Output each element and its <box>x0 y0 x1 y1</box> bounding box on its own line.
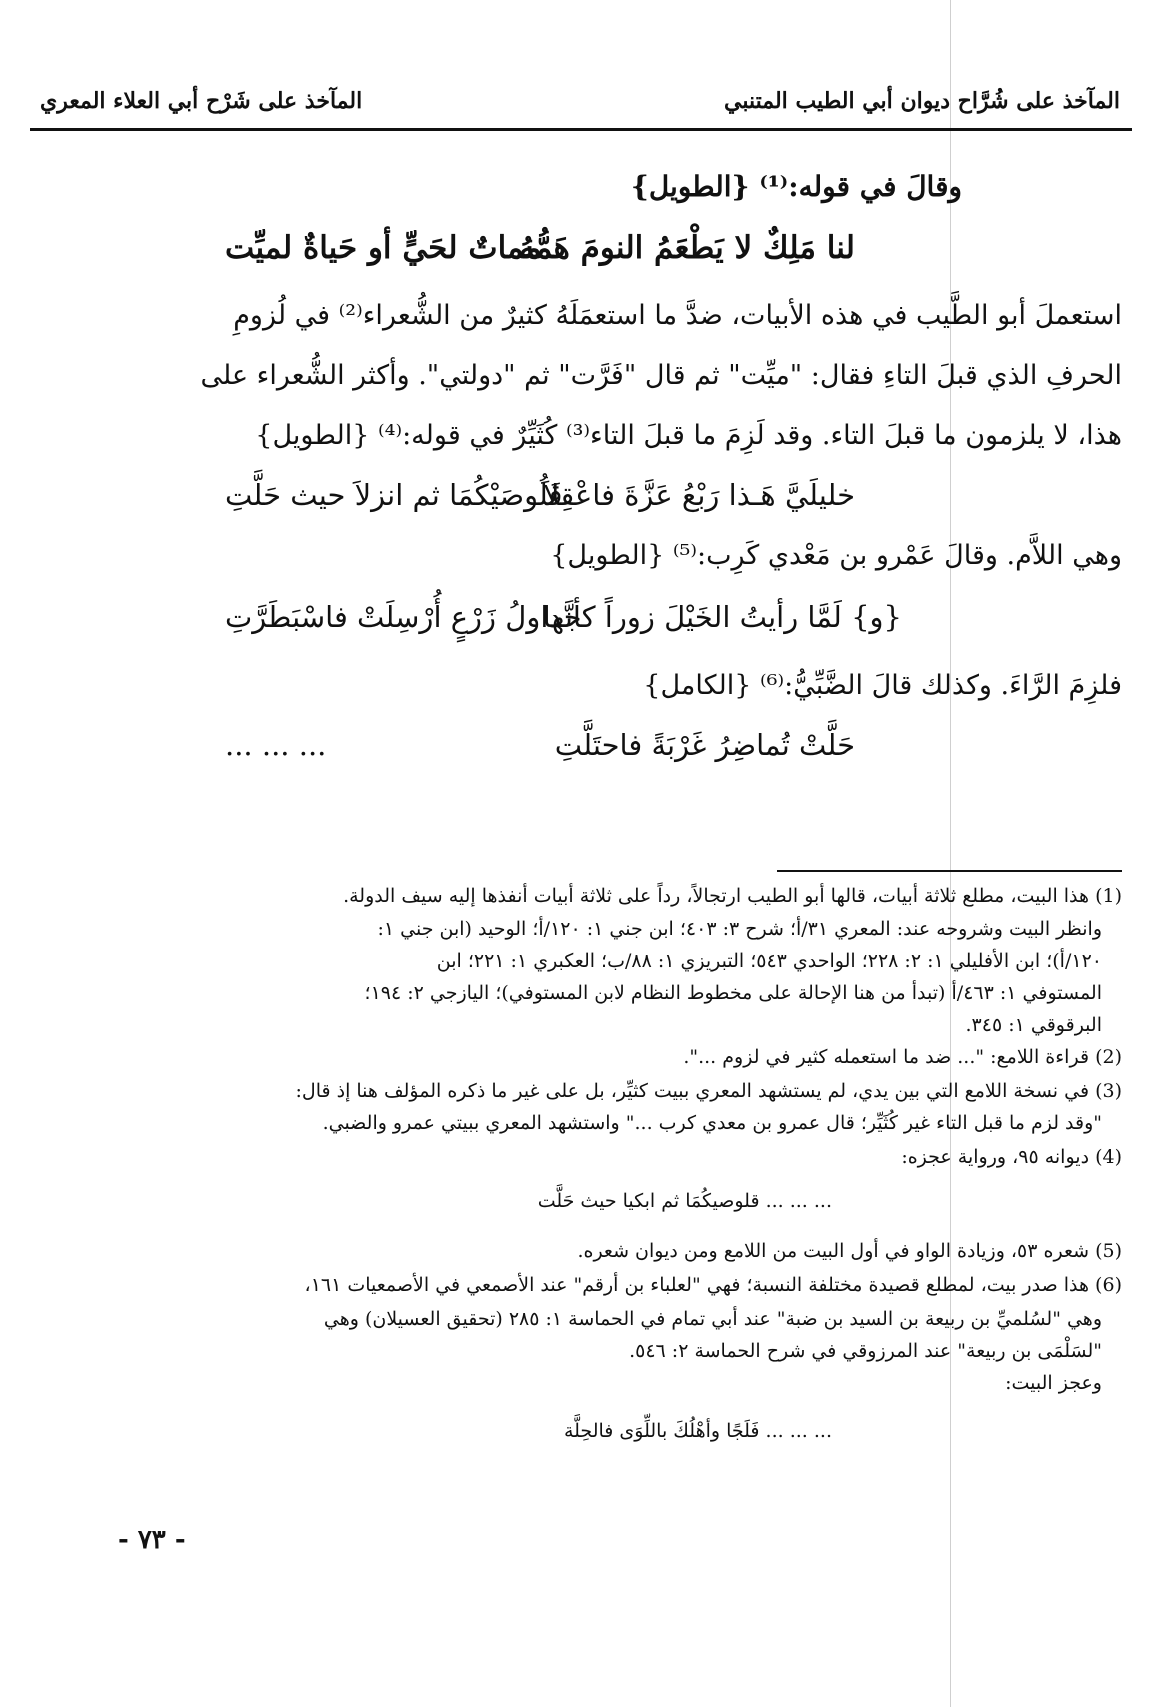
footnote-verse: ... ... ... فَلَجًا وأهْلُكَ باللِّوَى فالحِلَّة <box>563 1420 832 1442</box>
verse4-first-hemistich: حَلَّتْ تُماضِرُ غَرْبَةً فاحتَلَّتِ <box>554 728 855 762</box>
footnote-verse: ... ... ... قلوصيكُمَا ثم ابكيا حيث حَلَّت <box>537 1190 832 1212</box>
footnote-line: ١٢٠/أ)؛ ابن الأفليلي ١: ٢: ٢٢٨؛ الواحدي ٥٤٣؛ التبريزي ١: ٨٨/ب؛ العكبري ١: ٢٢١؛ ابن <box>436 950 1102 972</box>
verse1-first-hemistich: لنا مَلِكٌ لا يَطْعَمُ النومَ هَمُّهُ <box>518 230 855 266</box>
footnote-line: (2) قراءة اللامع: "... ضد ما استعمله كثير في لزوم ...". <box>683 1046 1122 1068</box>
footnote-line: (3) في نسخة اللامع التي بين يدي، لم يستشهد المعري ببيت كثيِّر، بل على غير ما ذكره المؤلف هنا إذ قال: <box>295 1080 1122 1102</box>
verse2-second-hemistich: قَلُوصَيْكُمَا ثم انزلاَ حيث حَلَّتِ <box>225 478 563 512</box>
footnote-line: (6) هذا صدر بيت، لمطلع قصيدة مختلفة النسبة؛ فهي "لعلباء بن أرقم" عند الأصمعي في الأصمعيات ١٦١، <box>304 1274 1122 1296</box>
footnote-line: وانظر البيت وشروحه عند: المعري ٣١/أ؛ شرح ٣: ٤٠٣؛ ابن جني ١: ١٢٠/أ؛ الوحيد (ابن جني ١: <box>377 918 1102 940</box>
page-number: - ٧٣ - <box>118 1525 186 1555</box>
paragraph-line: هذا، لا يلزمون ما قبلَ التاء. وقد لَزِمَ ما قبلَ التاء⁽³⁾ كُثَيِّرٌ في قوله:⁽⁴⁾ {الطويل} <box>255 420 1122 451</box>
verse4-second-ellipsis: ... ... ... <box>225 728 327 762</box>
verse2-first-hemistich: خليلَيَّ هَـذا رَبْعُ عَزَّةَ فاعْقِلاَ <box>543 478 855 512</box>
gutter-shadow <box>950 0 951 1707</box>
running-header-left: المآخذ على شَرْح أبي العلاء المعري <box>40 88 363 114</box>
footnote-line: وعجز البيت: <box>1005 1372 1102 1394</box>
footnote-line: المستوفي ١: ٤٦٣/أ (تبدأ من هنا الإحالة على مخطوط النظام لابن المستوفي)؛ اليازجي ٢: ١٩٤؛ <box>364 982 1102 1004</box>
running-header-right: المآخذ على شُرَّاح ديوان أبي الطيب المتنبي <box>724 88 1120 114</box>
footnote-line: البرقوقي ١: ٣٤٥. <box>965 1014 1102 1036</box>
footnote-line: "لسَلْمَى بن ربيعة" عند المرزوقي في شرح الحماسة ٢: ٥٤٦. <box>629 1340 1102 1362</box>
intro-line: وقالَ في قوله:⁽¹⁾ {الطويل} <box>630 170 962 203</box>
paragraph-line: الحرفِ الذي قبلَ التاءِ فقال: "ميِّت" ثم قال "فَرَّت" ثم "دولتي". وأكثر الشُّعراء على <box>200 360 1122 391</box>
verse1-second-hemistich: مماتٌ لحَيٍّ أو حَياةٌ لميِّت <box>225 230 542 266</box>
paragraph-line: وهي اللاَّم. وقالَ عَمْرو بن مَعْدي كَرِب:⁽⁵⁾ {الطويل} <box>550 540 1122 571</box>
paragraph-line: استعملَ أبو الطَّيب في هذه الأبيات، ضدَّ ما استعمَلَهُ كثيرٌ من الشُّعراء⁽²⁾ في لُزومِ <box>233 300 1122 331</box>
footnote-line: (1) هذا البيت، مطلع ثلاثة أبيات، قالها أبو الطيب ارتجالاً، رداً على ثلاثة أبيات أنفذها إليه سيف الدولة. <box>343 885 1122 907</box>
footnote-rule <box>777 870 1122 872</box>
footnote-line: وهي "لسُلميِّ بن ربيعة بن السيد بن ضبة" عند أبي تمام في الحماسة ١: ٢٨٥ (تحقيق العسيلان) وهي <box>323 1308 1102 1330</box>
header-rule <box>30 128 1132 131</box>
footnote-line: (5) شعره ٥٣، وزيادة الواو في أول البيت من اللامع ومن ديوان شعره. <box>577 1240 1122 1262</box>
footnote-line: "وقد لزم ما قبل التاء غير كُثَيِّر؛ قال عمرو بن معدي كرب ..." واستشهد المعري ببيتي عمرو والضبي. <box>322 1112 1102 1134</box>
verse3-first-hemistich: {و} لَمَّا رأيتُ الخَيْلَ زوراً كأنَّها <box>542 600 902 634</box>
verse3-second-hemistich: جداولُ زَرْعٍ أُرْسِلَتْ فاسْبَطَرَّتِ <box>225 600 582 634</box>
paragraph-line: فلزِمَ الرَّاءَ. وكذلك قالَ الضَّبِّيُّ:⁽⁶⁾ {الكامل} <box>643 670 1122 701</box>
footnote-line: (4) ديوانه ٩٥، ورواية عجزه: <box>901 1146 1122 1168</box>
